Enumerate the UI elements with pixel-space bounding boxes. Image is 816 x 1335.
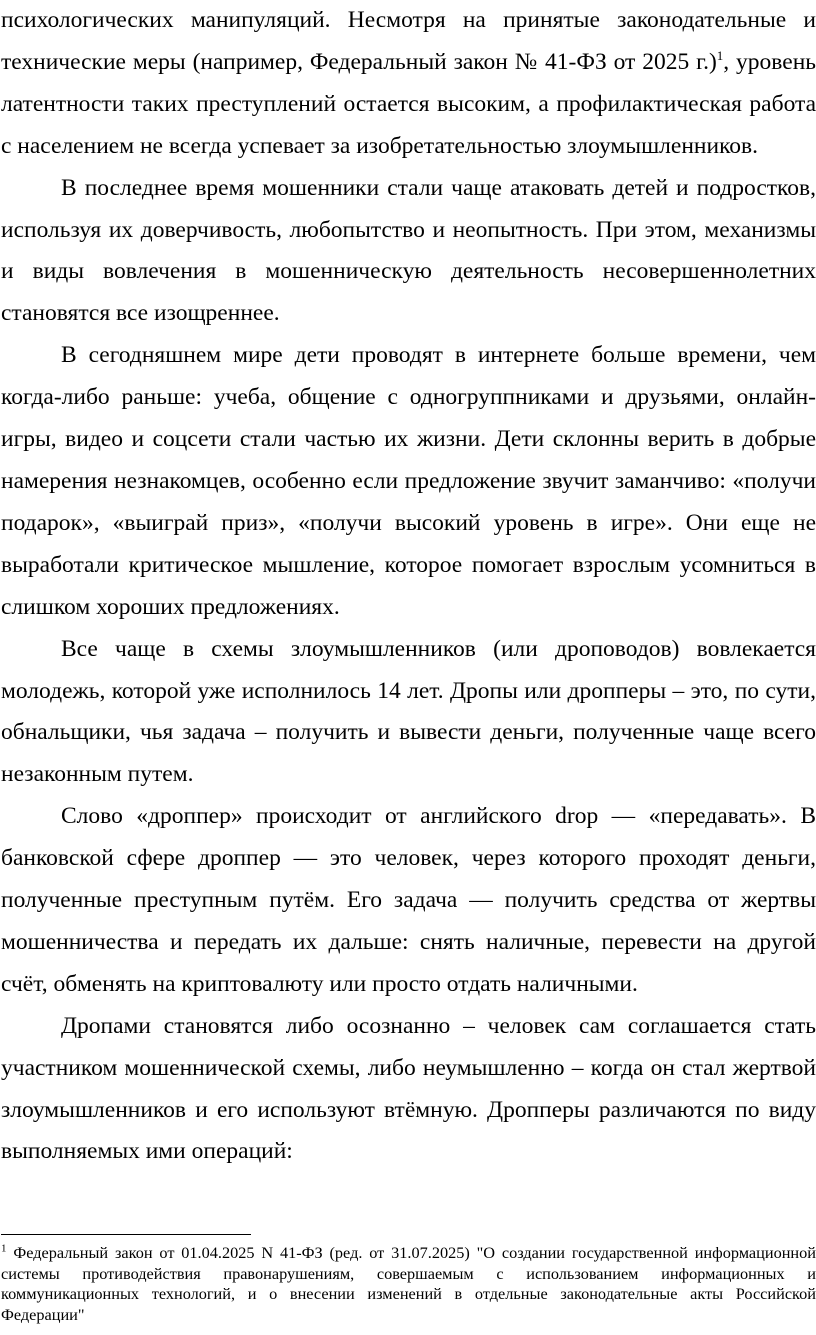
paragraph-1-continued: [1, 0, 816, 168]
document-page: [1, 0, 816, 1173]
paragraph-1-text-a: психологических манипуляций. Несмотря на принятые законодательные и технические меры (например, Федеральный закон № 41-ФЗ от 2025 г.): [1, 7, 816, 75]
paragraph-6: Дропами становятся либо осознанно – человек сам соглашается стать участником мошеннической схемы, либо неумышленно – когда он стал жертвой злоумышленников и его используют втёмную. Дропперы различаются по виду выполняемых ими операций:: [1, 1012, 816, 1165]
footnote: [1, 1243, 816, 1325]
paragraph-5: Слово «дроппер» происходит от английского drop — «передавать». В банковской сфере дроппер — это человек, через которого проходят деньги, полученные преступным путём. Его задача — получить средства от жертвы мошенничества и передать их дальше: снять наличные, перевести на другой счёт, обменять на криптовалюту или просто отдать наличными.: [1, 803, 816, 997]
paragraph-4: Все чаще в схемы злоумышленников (или дроповодов) вовлекается молодежь, которой уже исполнилось 14 лет. Дропы или дропперы – это, по сути, обнальщики, чья задача – получить и вывести деньги, полученные чаще всего незаконным путем.: [1, 635, 816, 788]
paragraph-3: В сегодняшнем мире дети проводят в интернете больше времени, чем когда-либо раньше: учеба, общение с одногруппниками и друзьями, онлайн-игры, видео и соцсети стали частью их жизни. Дети склонны верить в добрые намерения незнакомцев, особенно если предложение звучит заманчиво: «получи подарок», «выиграй приз», «получи высокий уровень в игре». Они еще не выработали критическое мышление, которое помогает взрослым усомниться в слишком хороших предложениях.: [1, 342, 816, 620]
footnote-reference: 1: [716, 48, 724, 64]
footnote-number: 1: [1, 1242, 7, 1255]
footnote-separator: [1, 1234, 251, 1235]
footnote-text: Федеральный закон от 01.04.2025 N 41-ФЗ (ред. от 31.07.2025) "О создании государственной информационной системы противодействия правонарушениям, совершаемым с использованием информационных и коммуникационных технологий, и о внесении изменений в отдельные законодательные акты Российской Федерации": [1, 1243, 816, 1324]
paragraph-1-text-b: , уровень латентности таких преступлений остается высоким, а профилактическая работа с населением не всегда успевает за изобретательностью злоумышленников.: [1, 48, 816, 159]
paragraph-2: В последнее время мошенники стали чаще атаковать детей и подростков, используя их доверчивость, любопытство и неопытность. При этом, механизмы и виды вовлечения в мошенническую деятельность несовершеннолетних становятся все изощреннее.: [1, 174, 816, 327]
